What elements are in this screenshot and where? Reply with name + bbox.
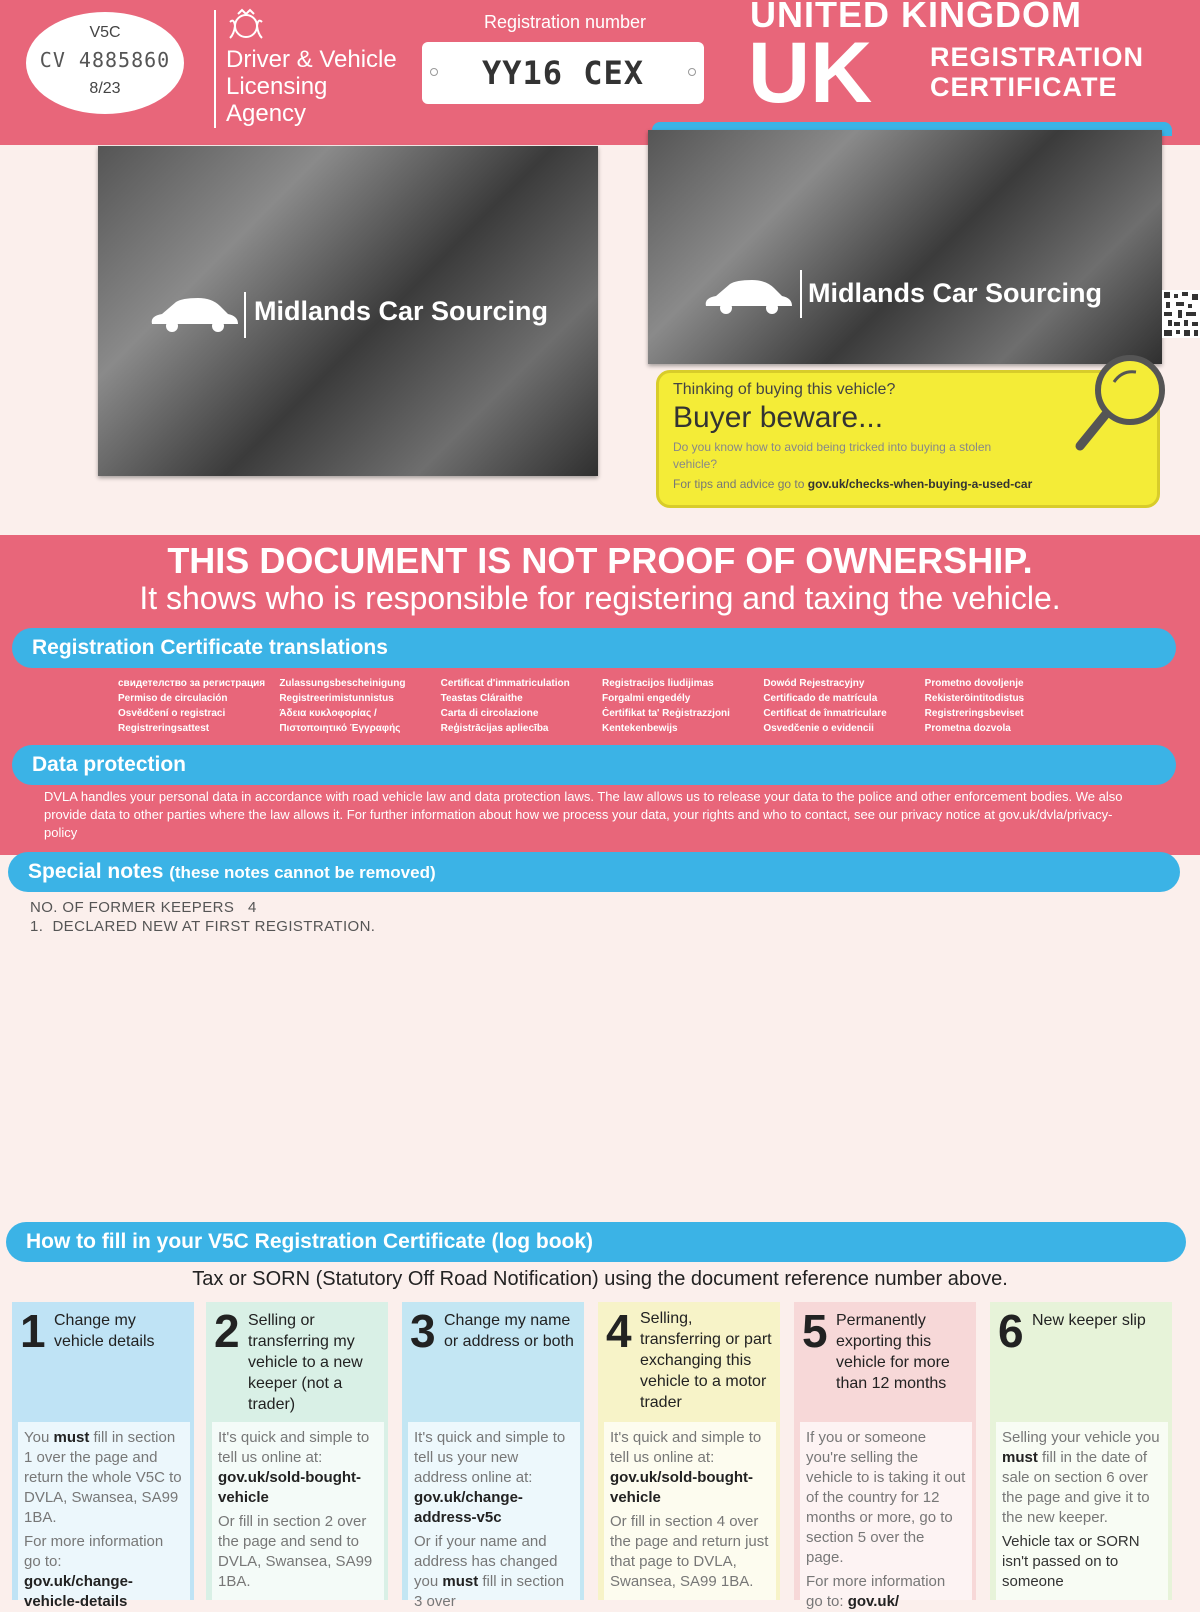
- issue-number: 8/23: [89, 80, 121, 97]
- translation-text: Registreringsattest: [118, 723, 210, 734]
- special-notes: [30, 898, 375, 936]
- translation-text: Prometno dovoljenje: [924, 678, 1024, 689]
- how-to-heading-text: How to fill in your V5C Registration Certificate (log book): [26, 1230, 594, 1253]
- ownership-title: THIS DOCUMENT IS NOT PROOF OF OWNERSHIP.: [167, 540, 1033, 581]
- country-name: UNITED KINGDOM: [750, 0, 1082, 35]
- step-body: [212, 1422, 384, 1600]
- translation-text: Registreringsbeviset: [924, 708, 1024, 719]
- translation-text: Άδεια κυκλοφορίας /: [279, 708, 377, 719]
- special-notes-heading: [8, 852, 1180, 892]
- translation-text: Carta di circolazione: [440, 708, 539, 719]
- buyer-question: Thinking of buying this vehicle?: [673, 381, 896, 398]
- car-icon: [148, 294, 240, 334]
- dealer-sticker-left: [98, 146, 598, 476]
- translation-column: [925, 676, 1078, 740]
- special-notes-heading-note: (these notes cannot be removed): [169, 863, 436, 882]
- serial-number: CV 4885860: [39, 48, 171, 72]
- data-protection-heading: [12, 745, 1176, 785]
- step-body: [996, 1422, 1168, 1600]
- step-link[interactable]: gov.uk/sold-bought-vehicle: [610, 1469, 754, 1506]
- translation-text: Forgalmi engedély: [601, 693, 691, 704]
- step-5-panel: [794, 1302, 976, 1610]
- buyer-tips-prefix: For tips and advice go to: [673, 477, 805, 491]
- sticker-separator: [244, 292, 246, 338]
- translation-column: [763, 676, 916, 740]
- magnifier-icon: [1072, 352, 1168, 456]
- step-paragraph: For more information go to: gov.uk/: [806, 1573, 946, 1610]
- special-notes-heading-text: Special notes: [28, 860, 164, 883]
- special-note-line: NO. OF FORMER KEEPERS 4: [30, 899, 257, 916]
- step-title: New keeper slip: [1032, 1312, 1146, 1329]
- special-note-line: 1. DECLARED NEW AT FIRST REGISTRATION.: [30, 918, 376, 935]
- step-title: Change my vehicle details: [54, 1312, 155, 1350]
- qr-code-icon: [1162, 290, 1200, 338]
- step-number: 2: [214, 1305, 240, 1357]
- sticker-separator: [800, 270, 802, 318]
- step-title: Permanently exporting this vehicle for more than 12 months: [836, 1312, 950, 1392]
- step-paragraph: For more information go to: gov.uk/change-vehicle-details: [24, 1533, 164, 1610]
- translations-heading: [12, 628, 1176, 668]
- step-title: Change my name or address or both: [444, 1312, 574, 1350]
- step-6-panel: [990, 1302, 1172, 1600]
- car-icon: [702, 276, 794, 316]
- certificate-title: REGISTRATION CERTIFICATE: [930, 42, 1144, 102]
- step-link[interactable]: gov.uk/sold-bought-vehicle: [218, 1469, 362, 1506]
- translation-text: Ċertifikat ta' Reġistrazzjoni: [601, 708, 730, 719]
- step-3-panel: [402, 1302, 584, 1610]
- translation-text: Osvedčenie o evidencii: [763, 723, 874, 734]
- how-to-heading: [6, 1222, 1186, 1262]
- data-protection-heading-text: Data protection: [32, 753, 187, 776]
- translation-text: Dowód Rejestracyjny: [763, 678, 865, 689]
- agency-name: Driver & Vehicle Licensing Agency: [226, 46, 397, 127]
- step-body: [604, 1422, 776, 1600]
- step-paragraph: If you or someone you're selling the vehicle to is taking it out of the country for 12 months or more, go to section 5 over the page.: [806, 1429, 966, 1566]
- translation-text: Registreerimistunnistus: [279, 693, 394, 704]
- translation-column: [279, 676, 432, 740]
- step-2-panel: [206, 1302, 388, 1600]
- step-paragraph: Or if your name and address has changed you must fill in section 3 over: [414, 1533, 565, 1610]
- translation-text: Prometna dozvola: [924, 723, 1011, 734]
- step-number: 5: [802, 1305, 828, 1357]
- step-title: Selling or transferring my vehicle to a new keeper (not a trader): [248, 1312, 363, 1413]
- translation-column: [441, 676, 594, 740]
- step-number: 1: [20, 1305, 46, 1357]
- translations-grid: [118, 676, 1078, 740]
- step-link[interactable]: gov.uk/: [847, 1593, 900, 1610]
- step-number: 3: [410, 1305, 436, 1357]
- translation-column: [602, 676, 755, 740]
- translation-text: Registracijos liudijimas: [601, 678, 714, 689]
- translation-text: Rekisteröintitodistus: [924, 693, 1025, 704]
- header-divider: [214, 10, 216, 128]
- country-code: UK: [748, 25, 873, 121]
- dealer-brand: Midlands Car Sourcing: [808, 278, 1103, 308]
- data-protection-text: DVLA handles your personal data in accordance with road vehicle law and data protection laws. The law allows us to release your data to the police and other enforcement bodies. We also provide data to other parties where the law allows it. For further information about how we process your data, your rights and who to contact, see our privacy notice at gov.uk/dvla/privacy-policy: [44, 789, 1123, 840]
- translation-text: Certificat de înmatriculare: [763, 708, 887, 719]
- step-link[interactable]: gov.uk/change-vehicle-details: [24, 1573, 133, 1610]
- step-link[interactable]: gov.uk/change-address-v5c: [414, 1489, 523, 1526]
- plate-screw-icon: [430, 68, 438, 76]
- translation-text: Osvědčení o registraci: [118, 708, 226, 719]
- translations-heading-text: Registration Certificate translations: [32, 636, 388, 659]
- dealer-sticker-right: [648, 130, 1162, 364]
- translation-column: [118, 676, 271, 740]
- translation-text: Certificat d'immatriculation: [440, 678, 570, 689]
- step-body: [800, 1422, 972, 1610]
- translation-text: Πιστοποιητικό Έγγραφής: [279, 723, 401, 734]
- plate-screw-icon: [688, 68, 696, 76]
- step-number: 6: [998, 1305, 1024, 1357]
- step-paragraph: Vehicle tax or SORN isn't passed on to someone: [1002, 1533, 1140, 1590]
- buyer-tips-link[interactable]: gov.uk/checks-when-buying-a-used-car: [807, 477, 1033, 491]
- translation-text: Kentekenbewijs: [601, 723, 678, 734]
- dealer-brand: Midlands Car Sourcing: [254, 296, 549, 326]
- step-4-panel: [598, 1302, 780, 1600]
- step-title: Selling, transferring or part exchanging this vehicle to a motor trader: [640, 1310, 772, 1411]
- translation-text: свидетелство за регистрация: [118, 678, 266, 689]
- step-body: [408, 1422, 580, 1610]
- form-code: V5C: [89, 24, 121, 41]
- step-paragraph: Or fill in section 2 over the page and send to DVLA, Swansea, SA99 1BA.: [218, 1513, 373, 1590]
- step-paragraph: Selling your vehicle you must fill in the date of sale on section 6 over the page and give it to the new keeper.: [1002, 1429, 1160, 1526]
- buyer-title: Buyer beware...: [673, 401, 884, 434]
- step-body: [18, 1422, 190, 1610]
- translation-text: Zulassungsbescheinigung: [279, 678, 406, 689]
- step-paragraph: It's quick and simple to tell us your new address online at: gov.uk/change-address-v5c: [414, 1429, 566, 1526]
- registration-plate: [422, 42, 704, 104]
- document-id-oval: [26, 12, 184, 114]
- buyer-body: Do you know how to avoid being tricked into buying a stolen vehicle?: [673, 440, 992, 471]
- ownership-subtitle: It shows who is responsible for registering and taxing the vehicle.: [139, 580, 1061, 616]
- royal-crest-icon: [226, 8, 266, 44]
- translation-text: Permiso de circulación: [118, 693, 228, 704]
- translation-text: Teastas Cláraithe: [440, 693, 523, 704]
- registration-label: Registration number: [483, 12, 647, 32]
- step-paragraph: You must fill in section 1 over the page and return the whole V5C to DVLA, Swansea, SA99 1BA.: [24, 1429, 182, 1526]
- step-number: 4: [606, 1305, 632, 1357]
- translation-text: Reģistrācijas apliecība: [440, 723, 549, 734]
- translation-text: Certificado de matrícula: [763, 693, 878, 704]
- step-paragraph: It's quick and simple to tell us online at: gov.uk/sold-bought-vehicle: [218, 1429, 370, 1506]
- how-to-subheading: Tax or SORN (Statutory Off Road Notification) using the document reference number above.: [192, 1268, 1008, 1290]
- step-paragraph: It's quick and simple to tell us online at: gov.uk/sold-bought-vehicle: [610, 1429, 762, 1506]
- buyer-tips: [673, 477, 1143, 491]
- step-paragraph: Or fill in section 4 over the page and return just that page to DVLA, Swansea, SA99 1BA.: [610, 1513, 769, 1590]
- step-1-panel: [12, 1302, 194, 1610]
- registration-number: YY16 CEX: [481, 54, 645, 92]
